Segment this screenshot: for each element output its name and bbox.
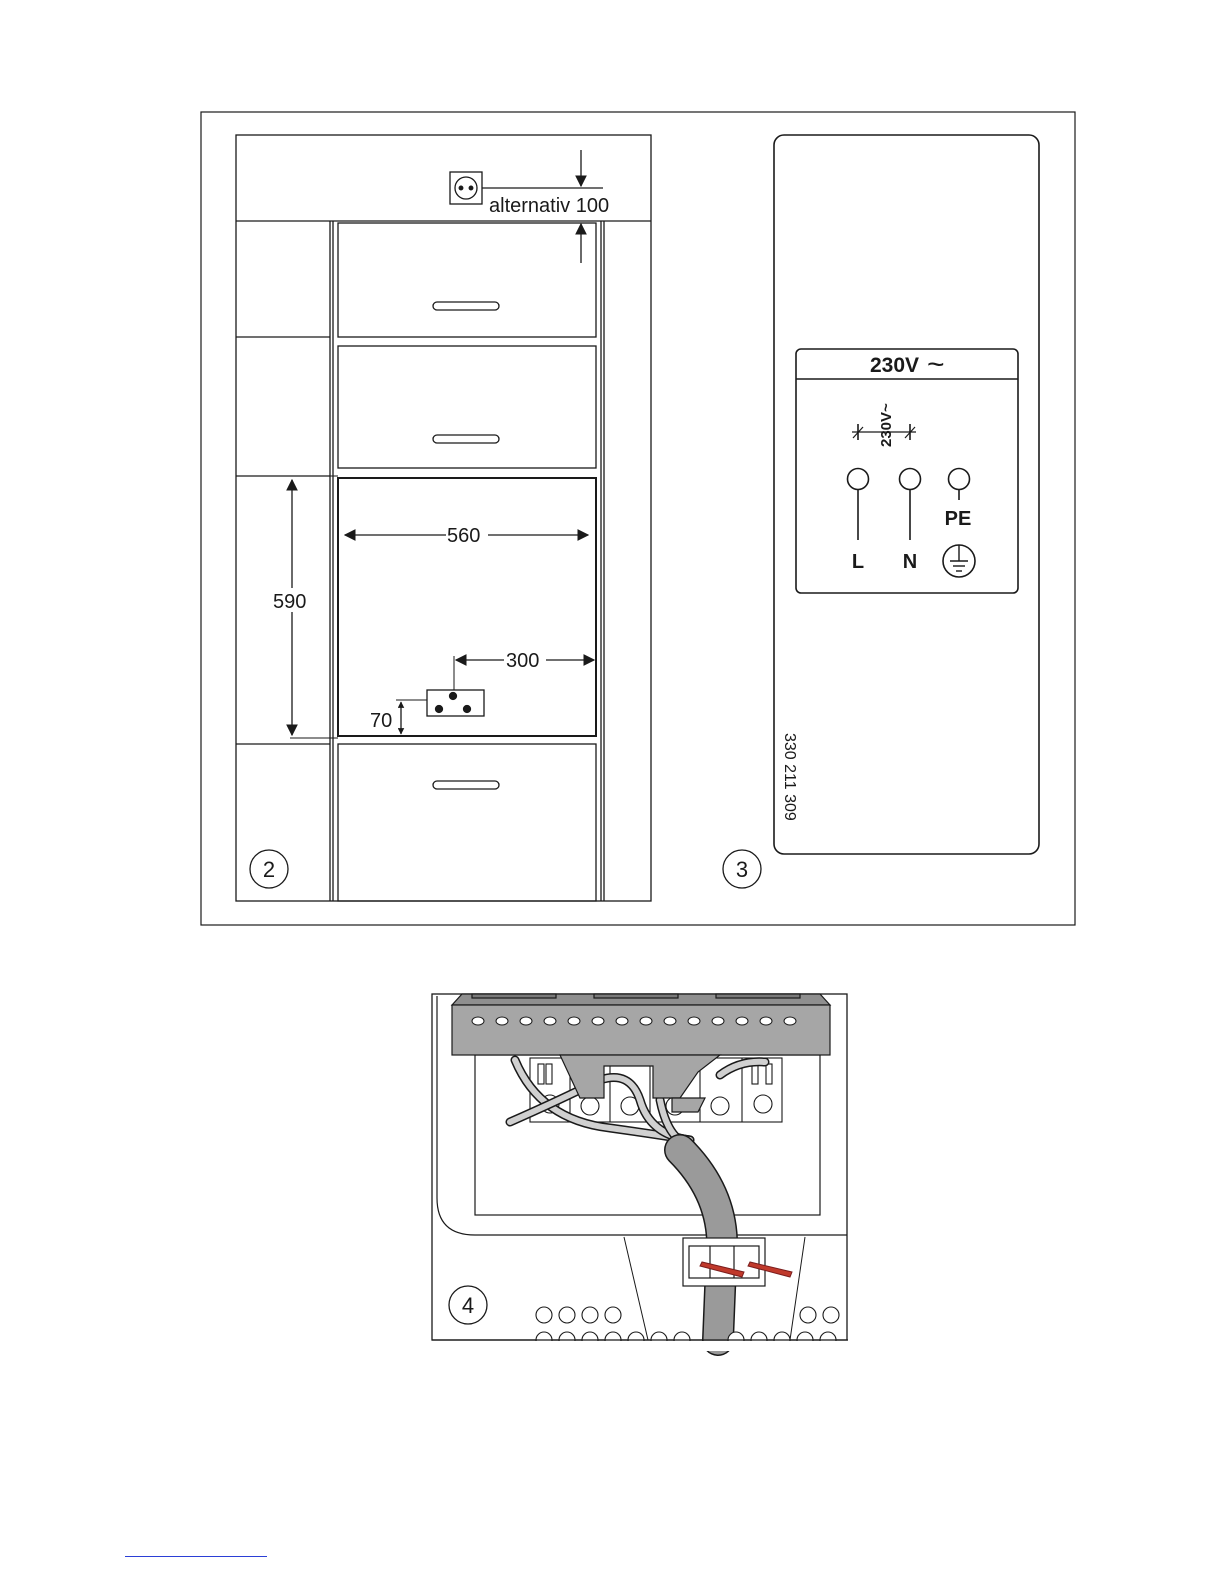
oven-niche [338, 478, 596, 736]
terminal-label-PE: PE [944, 508, 972, 530]
terminal-L-icon [848, 469, 869, 490]
voltage-between-label: 230V~ [878, 403, 895, 447]
drawer-middle [338, 346, 596, 468]
footer-rule [125, 1556, 267, 1557]
figure-3-terminal-plate [774, 135, 1039, 854]
dimension-560-label: 560 [447, 525, 481, 547]
type-plate-outline [774, 135, 1039, 854]
dimension-590-label: 590 [273, 591, 307, 613]
figure-2-cabinet [236, 135, 651, 901]
socket-alternative-label: alternativ 100 [489, 195, 610, 217]
terminal-PE-icon [949, 469, 970, 490]
figure-4-connection-box [432, 994, 848, 1351]
svg-text:4: 4 [461, 1293, 475, 1318]
dimension-300-label: 300 [506, 650, 540, 672]
strain-relief-clamp [683, 1238, 765, 1286]
drawer-bottom [338, 744, 596, 901]
terminal-header-voltage: 230V [870, 354, 920, 377]
svg-text:2: 2 [262, 857, 276, 882]
terminal-label-L: L [851, 551, 865, 573]
part-number: 330 211 309 [781, 733, 798, 821]
dimension-70-label: 70 [370, 710, 393, 732]
terminal-label-N: N [902, 551, 918, 573]
terminal-N-icon [900, 469, 921, 490]
svg-text:3: 3 [735, 857, 749, 882]
terminal-header-ac-symbol: ~ [927, 348, 945, 381]
cabinet-outline [236, 135, 651, 901]
drawer-top [338, 223, 596, 337]
